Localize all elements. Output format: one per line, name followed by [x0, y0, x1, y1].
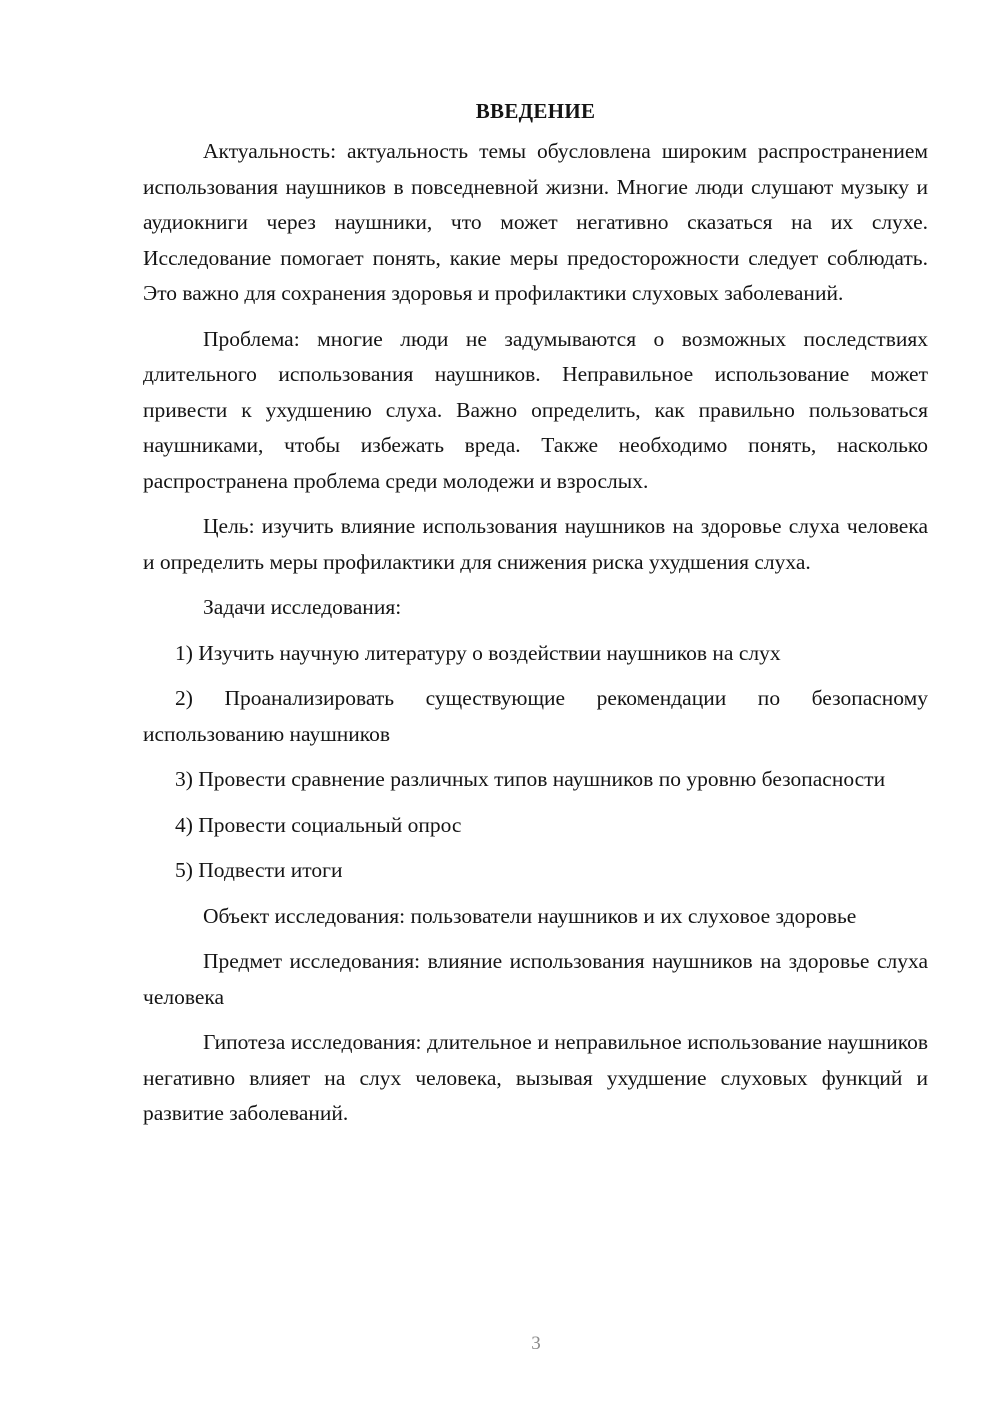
paragraph-hypothesis: Гипотеза исследования: длительное и неправильное использование наушников негативно влияет на слух человека, вызывая ухудшение слуховых функций и развитие заболеваний. [143, 1030, 928, 1125]
task-item: 5) Подвести итоги [175, 858, 343, 882]
task-item: 1) Изучить научную литературу о воздействии наушников на слух [175, 640, 781, 665]
paragraph-subject: Предмет исследования: влияние использования наушников на здоровье слуха человека [143, 949, 928, 1009]
paragraph-relevance: Актуальность: актуальность темы обусловлена широким распространением использования наушников в повседневной жизни. Многие люди слушают музыку и аудиокниги через наушники, что может негативно сказаться на их слухе. Исследование помогает понять, какие меры предосторожности следует соблюдать. Это важно для сохранения здоровья и профилактики слуховых заболеваний. [143, 139, 928, 305]
paragraph-goal: Цель: изучить влияние использования наушников на здоровье слуха человека и определить меры профилактики для снижения риска ухудшения слуха. [143, 514, 928, 574]
task-item: 2) Проанализировать существующие рекомендации по безопасному использованию наушников [143, 686, 928, 746]
paragraph-problem: Проблема: многие люди не задумываются о возможных последствиях длительного использования наушников. Неправильное использование может привести к ухудшению слуха. Важно определить, как правильно пользоваться наушниками, чтобы избежать вреда. Также необходимо понять, насколько распространена проблема среди молодежи и взрослых. [143, 326, 928, 493]
section-title: ВВЕДЕНИЕ [475, 99, 596, 123]
task-item: 4) Провести социальный опрос [175, 812, 462, 837]
task-item: 3) Провести сравнение различных типов наушников по уровню безопасности [175, 767, 886, 791]
paragraph-object: Объект исследования: пользователи наушников и их слуховое здоровье [203, 903, 857, 928]
document-page [143, 96, 928, 1142]
paragraph-tasks-heading: Задачи исследования: [203, 595, 402, 619]
page-number: 3 [531, 1333, 541, 1354]
